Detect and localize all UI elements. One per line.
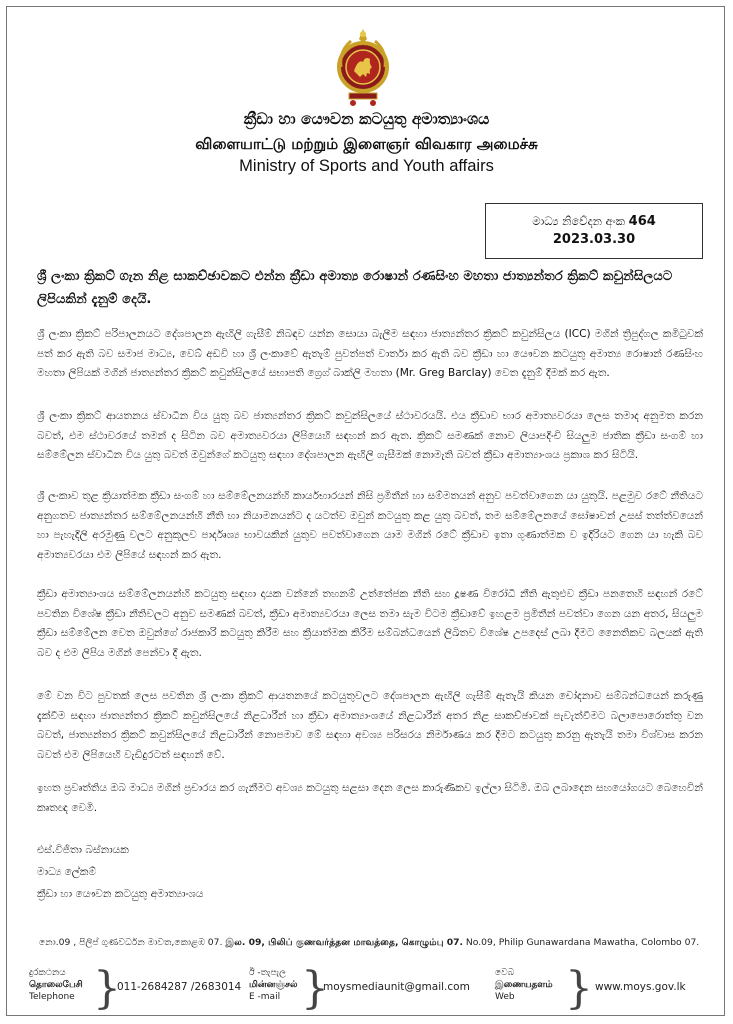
press-release-title: ශ්‍රී ලංකා ක්‍රිකට් ගැන නිළ සාකච්ඡාවකට එන්න ක්‍රීඩා අමාත්‍ය රොෂාන් රණසිංහ මහතා ජාත්‍යන්තර ක්‍රිකට් කවුන්සිලයට ලිපියකින් දැනුම් දෙයි.: [37, 269, 673, 307]
release-number: 464: [628, 214, 656, 229]
signatory-organization: ක්‍රීඩා හා යෞවන කටයුතු අමාත්‍යාංශය: [37, 888, 204, 900]
paragraph-3: ශ්‍රී ලංකාව තුළ ක්‍රියාත්මක ක්‍රීඩා සංගම් හා සම්මේලනයන්හි කාර්යභාරයන් නිසි ප්‍රමිතීන් හා සම්මතයන් අනුව පවත්වාගෙන යා යුතුයි. පළමුව රටේ නීතියට අනුගතව ජාත්‍යන්තර සම්මේලනයන්හි නීති හා නියාමනයන්ට ද යටත්ව ඔවුන් කටයුතු කළ යුතු බවත්, තම සම්මේලනයේ ඝෝෂාවන් උසස් තත්ත්වයෙන් හා පැහැදිලි අරමුණු වලට අනුකූලව පාර්දෘශ්‍ය භාවයකින් යුතුව පවත්වාගෙන යාම මගින් රටේ ක්‍රීඩාව ඉතා ගුණාත්මක ව ඉදිරියට ගෙන යා හැකි බව අමාත්‍යවරයා එම ලිපියේ සඳහන් කර ඇත.: [37, 490, 703, 562]
paragraph-2: ශ්‍රී ලංකා ක්‍රිකට් ආයතනය ස්වාධීන විය යුතු බව ජාත්‍යන්තර ක්‍රිකට් කවුන්සිලයේ ස්ථාවරයයි. එය ක්‍රීඩාව භාර අමාත්‍යවරයා ලෙස තමාද අනුමත කරන බවත්, එම ස්ථාවරයේ තමන් ද සිටින බව අමාත්‍යවරයා ලිපියෙහි සඳහන් කර ඇත. ක්‍රිකට් සමණක් නොව ලියාපදිංචි සියලුම ජාතික ක්‍රීඩා සංගම් හා සම්මේලන ස්වාධීන විය යුතු බවත් ඔවුන්ගේ කටයුතු සඳහා දේශපාලන ඇඟිලි ගැසීමක් නොමැති බවත් ක්‍රීඩා අමාත්‍යාංශය ප්‍රකාශ කර සිටියි.: [37, 410, 703, 462]
phone-number: 011-2684287 /2683014: [117, 981, 242, 993]
paragraph-4: ක්‍රීඩා අමාත්‍යාංශය සම්මේලනයන්හි කටයුතු සඳහා දායක වන්නේ තහනම් උත්තේජක නීති සහ දූෂණ විරෝධී නීති ඇතුළුව ක්‍රීඩා පනතෙහි සඳහන් රටේ පවතින විශේෂ ක්‍රීඩා නීතිවලට අනුව සමණක් බවත්, ක්‍රීඩා අමාත්‍යවරයා ලෙස තමා සැම විටම ක්‍රීඩාවේ ඉහළම ප්‍රමිතීන් පවත්වා ගෙන යන අතර, සියලුම ක්‍රීඩා සම්මේලන වෙත ඔවුන්ගේ රාජකාරි කටයුතු කිරීම සහ ක්‍රියාත්මක කිරීම සම්බන්ධයෙන් ලිඛිතව විශේෂ උපදෙස් ලබා දීමට නෛතිකව බලයක් ඇති බව ද එම ලිපිය මගින් පෙන්වා දී ඇත.: [37, 588, 703, 660]
release-label: මාධ්‍ය නිවේදන අංක: [532, 214, 626, 228]
email-labels: ඊ -තැපැල மின்னஞ்சல் E -mail: [249, 968, 298, 1002]
signatory-role: මාධ්‍ය ලේකම්: [37, 866, 97, 878]
web-labels: වෙබ இணையதளம் Web: [495, 968, 553, 1002]
release-number-box: [485, 203, 703, 259]
ministry-name-tamil: விளையாட்டு மற்றும் இளைஞர் விவகார அமைச்சு: [195, 135, 538, 153]
paragraph-5: මේ වන විට පුවතක් ලෙස පවතින ශ්‍රී ලංකා ක්‍රිකට් ආයතනයේ කටයුතුවලට දේශපාලන ඇඟිලි ගැසීම් ඇතැයි කියන චෝදනාව සම්බන්ධයෙන් කරුණු දැක්වීම සඳහා ජාත්‍යන්තර ක්‍රිකට් කවුන්සිලයේ නිළධාරීන් හා ක්‍රීඩා අමාත්‍යාංශයේ නිළධාරීන් අතර නිළ සාකච්ඡාවක් පැවැත්වීමට බලාපොරොත්තු වන බවත්, ජාත්‍යන්තර ක්‍රිකට් කවුන්සිලයේ නිළධාරීන් නොපමාව මේ සඳහා අවශ්‍ය පරිසරය නිර්මාණය කර දීමට කටයුතු කරනු ඇතැයි තමා විශ්වාස කරන බවත් එම ලිපියෙහි වැඩිදුරටත් සඳහන් වේ.: [37, 690, 703, 762]
sri-lanka-emblem-icon: [335, 27, 391, 107]
brace-icon: }: [301, 963, 329, 1014]
address-tamil: இல. 09, பிலிப் குணவர்த்தன மாவத்தை, கொழும்பு 07.: [225, 937, 463, 948]
ministry-name-sinhala: ක්‍රීඩා හා යෞවන කටයුතු අමාත්‍යාංශය: [243, 110, 490, 128]
paragraph-6: ඉහත ප්‍රවෘත්තිය ඔබ මාධ්‍ය මගින් ප්‍රචාරය කර ගැනීමට අවශ්‍ය කටයුතු සළසා දෙන ලෙස කාරුණිකව ඉල්ලා සිටිමි. ඔබ ලබාදෙන සහයෝගයට බෙහෙවින් කෘතඥ වෙමි.: [37, 782, 703, 814]
brace-icon: }: [93, 963, 121, 1014]
footer-address: [39, 937, 719, 949]
ministry-name-english: Ministry of Sports and Youth affairs: [239, 157, 494, 175]
brace-icon: }: [565, 963, 593, 1014]
email-address[interactable]: moysmediaunit@gmail.com: [323, 981, 470, 993]
address-english: No.09, Philip Gunawardana Mawatha, Colombo 07.: [465, 937, 700, 948]
phone-labels: දුරකථනය தொலைபேசி Telephone: [29, 968, 83, 1002]
website-url[interactable]: www.moys.gov.lk: [595, 981, 686, 993]
paragraph-1: ශ්‍රී ලංකා ක්‍රිකට් පරිපාලනයට දේශපාලන ඇඟිලි ගැසීම් නිබඳව යන්න සොයා බැලීම සඳහා ජාත්‍යන්තර ක්‍රිකට් කවුන්සිලය (ICC) මගින් ත්‍රිපුද්ගල කමිටුවක් පත් කර ඇති බව සමාජ මාධ්‍ය, වෙබ් අඩවි හා ශ්‍රී ලංකාවේ ඇතැම් පුවත්පත් වාර්තා කර ඇති බව ක්‍රීඩා හා යෞවන කටයුතු අමාත්‍ය රොෂාන් රණසිංහ මහතා ලිපියක් මගින් ජාත්‍යන්තර ක්‍රිකට් කවුන්සිලයේ සභාපති ග්‍රෙග් බාක්ලි මහතා (Mr. Greg Barclay) වෙත දැනුම් දීමක් කර ඇත.: [37, 328, 703, 380]
press-release-page: [6, 6, 725, 1016]
address-sinhala: නො.09 , පිලිප් ගුණවර්ධන මාවත,කොළඹ 07.: [39, 937, 223, 948]
release-date: 2023.03.30: [552, 232, 636, 247]
signatory-name: එස්.විජිතා බස්නායක: [37, 844, 129, 856]
